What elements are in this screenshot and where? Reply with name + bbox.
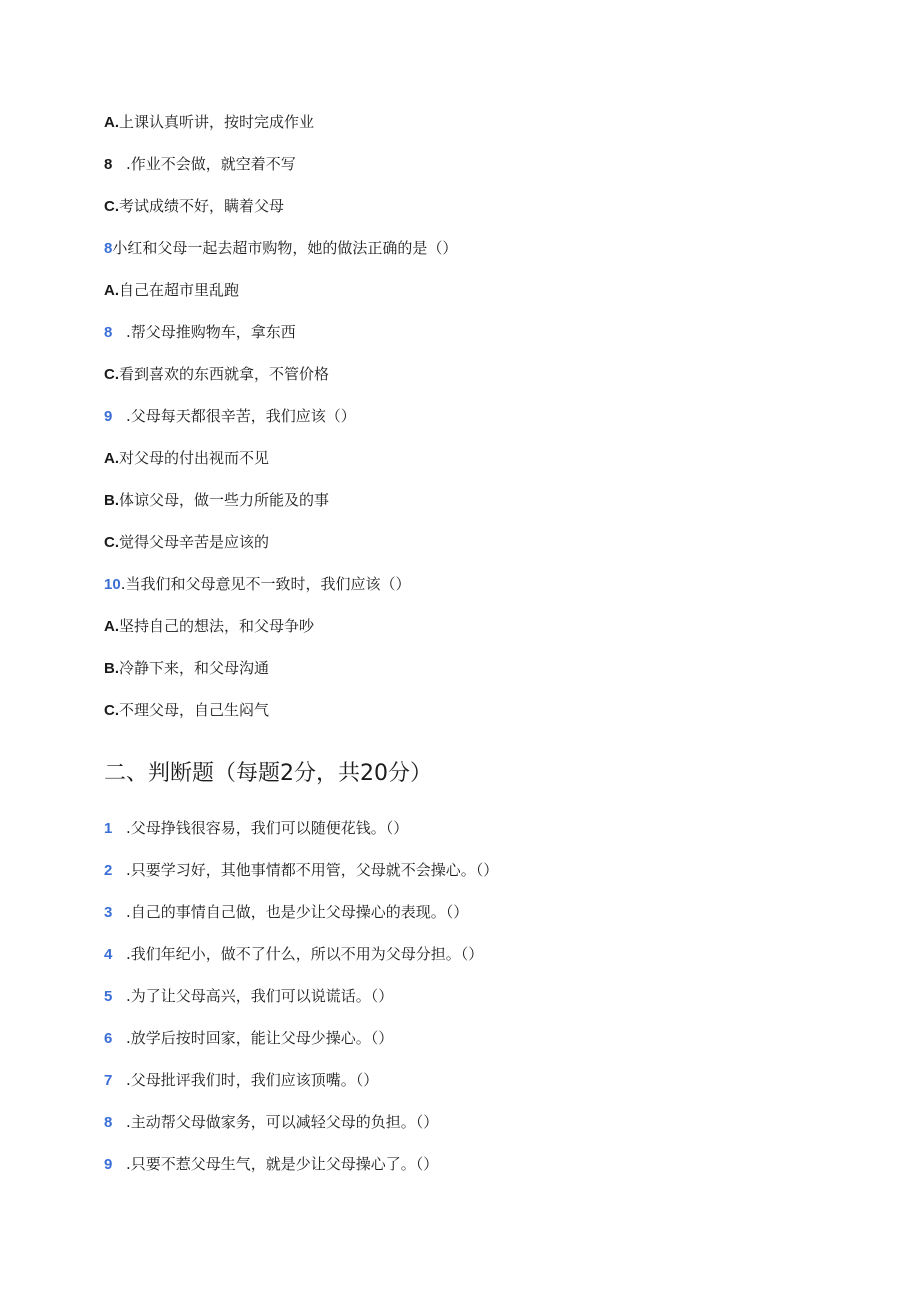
- question-line: [104, 406, 356, 427]
- item-text: .父母批评我们时，我们应该顶嘴。（）: [126, 1071, 379, 1089]
- item-text: .只要不惹父母生气，就是少让父母操心了。（）: [126, 1155, 439, 1173]
- judge-item: [104, 944, 483, 965]
- item-number: 4: [104, 946, 113, 963]
- item-number: 1: [104, 820, 113, 837]
- option-text: 觉得父母辛苦是应该的: [119, 533, 270, 551]
- option-line: [104, 490, 329, 511]
- question-line: [104, 238, 457, 259]
- item-number: 3: [104, 904, 113, 921]
- option-line: [104, 616, 314, 637]
- item-number: 6: [104, 1030, 113, 1047]
- judge-item: [104, 1070, 378, 1091]
- option-label: C.: [104, 366, 119, 383]
- question-number: 9: [104, 408, 113, 425]
- item-text: .父母挣钱很容易，我们可以随便花钱。（）: [126, 819, 409, 837]
- item-text: .为了让父母高兴，我们可以说谎话。（）: [126, 987, 394, 1005]
- judge-item: [104, 1154, 438, 1175]
- question-number: 8: [104, 240, 113, 257]
- item-number: 8: [104, 1114, 113, 1131]
- item-text: .我们年纪小，做不了什么，所以不用为父母分担。（）: [126, 945, 484, 963]
- option-text: 坚持自己的想法，和父母争吵: [119, 617, 315, 635]
- question-text: 小红和父母一起去超市购物，她的做法正确的是（）: [112, 239, 458, 257]
- judge-item: [104, 986, 393, 1007]
- option-label: B.: [104, 492, 119, 509]
- option-label: C.: [104, 534, 119, 551]
- option-text: .帮父母推购物车，拿东西: [126, 323, 296, 341]
- option-text: 自己在超市里乱跑: [119, 281, 240, 299]
- option-label: A.: [104, 618, 119, 635]
- option-line: [104, 322, 296, 343]
- option-text: 体谅父母，做一些力所能及的事: [119, 491, 330, 509]
- judge-item: [104, 818, 408, 839]
- option-text: 看到喜欢的东西就拿，不管价格: [119, 365, 330, 383]
- option-line: [104, 280, 239, 301]
- option-text: .作业不会做，就空着不写: [126, 155, 296, 173]
- option-line: [104, 112, 314, 133]
- option-label: C.: [104, 702, 119, 719]
- option-label: C.: [104, 198, 119, 215]
- item-number: 2: [104, 862, 113, 879]
- item-text: .放学后按时回家，能让父母少操心。（）: [126, 1029, 394, 1047]
- option-label: A.: [104, 114, 119, 131]
- option-line: [104, 448, 269, 469]
- item-number: 7: [104, 1072, 113, 1089]
- option-label: A.: [104, 450, 119, 467]
- option-label: 8: [104, 156, 113, 173]
- question-line: [104, 574, 410, 595]
- judge-item: [104, 902, 468, 923]
- item-number: 9: [104, 1156, 113, 1173]
- option-line: [104, 154, 296, 175]
- option-label: B.: [104, 660, 119, 677]
- option-label: 8: [104, 324, 113, 341]
- item-number: 5: [104, 988, 113, 1005]
- question-text: .父母每天都很辛苦，我们应该（）: [126, 407, 356, 425]
- option-text: 上课认真听讲，按时完成作业: [119, 113, 315, 131]
- option-text: 考试成绩不好，瞒着父母: [119, 197, 285, 215]
- item-text: .只要学习好，其他事情都不用管，父母就不会操心。（）: [126, 861, 499, 879]
- option-label: A.: [104, 282, 119, 299]
- option-line: [104, 658, 269, 679]
- judge-item: [104, 1112, 438, 1133]
- question-number: 10: [104, 576, 121, 593]
- option-line: [104, 700, 269, 721]
- judge-item: [104, 860, 498, 881]
- option-line: [104, 196, 284, 217]
- judge-item: [104, 1028, 393, 1049]
- option-text: 不理父母，自己生闷气: [119, 701, 270, 719]
- item-text: .主动帮父母做家务，可以减轻父母的负担。（）: [126, 1113, 439, 1131]
- option-text: 对父母的付出视而不见: [119, 449, 270, 467]
- question-text: .当我们和父母意见不一致时，我们应该（）: [120, 575, 411, 593]
- option-line: [104, 532, 269, 553]
- option-line: [104, 364, 329, 385]
- item-text: .自己的事情自己做，也是少让父母操心的表现。（）: [126, 903, 469, 921]
- section-title: 二、判断题（每题2分，共20分）: [104, 761, 432, 786]
- option-text: 冷静下来，和父母沟通: [119, 659, 270, 677]
